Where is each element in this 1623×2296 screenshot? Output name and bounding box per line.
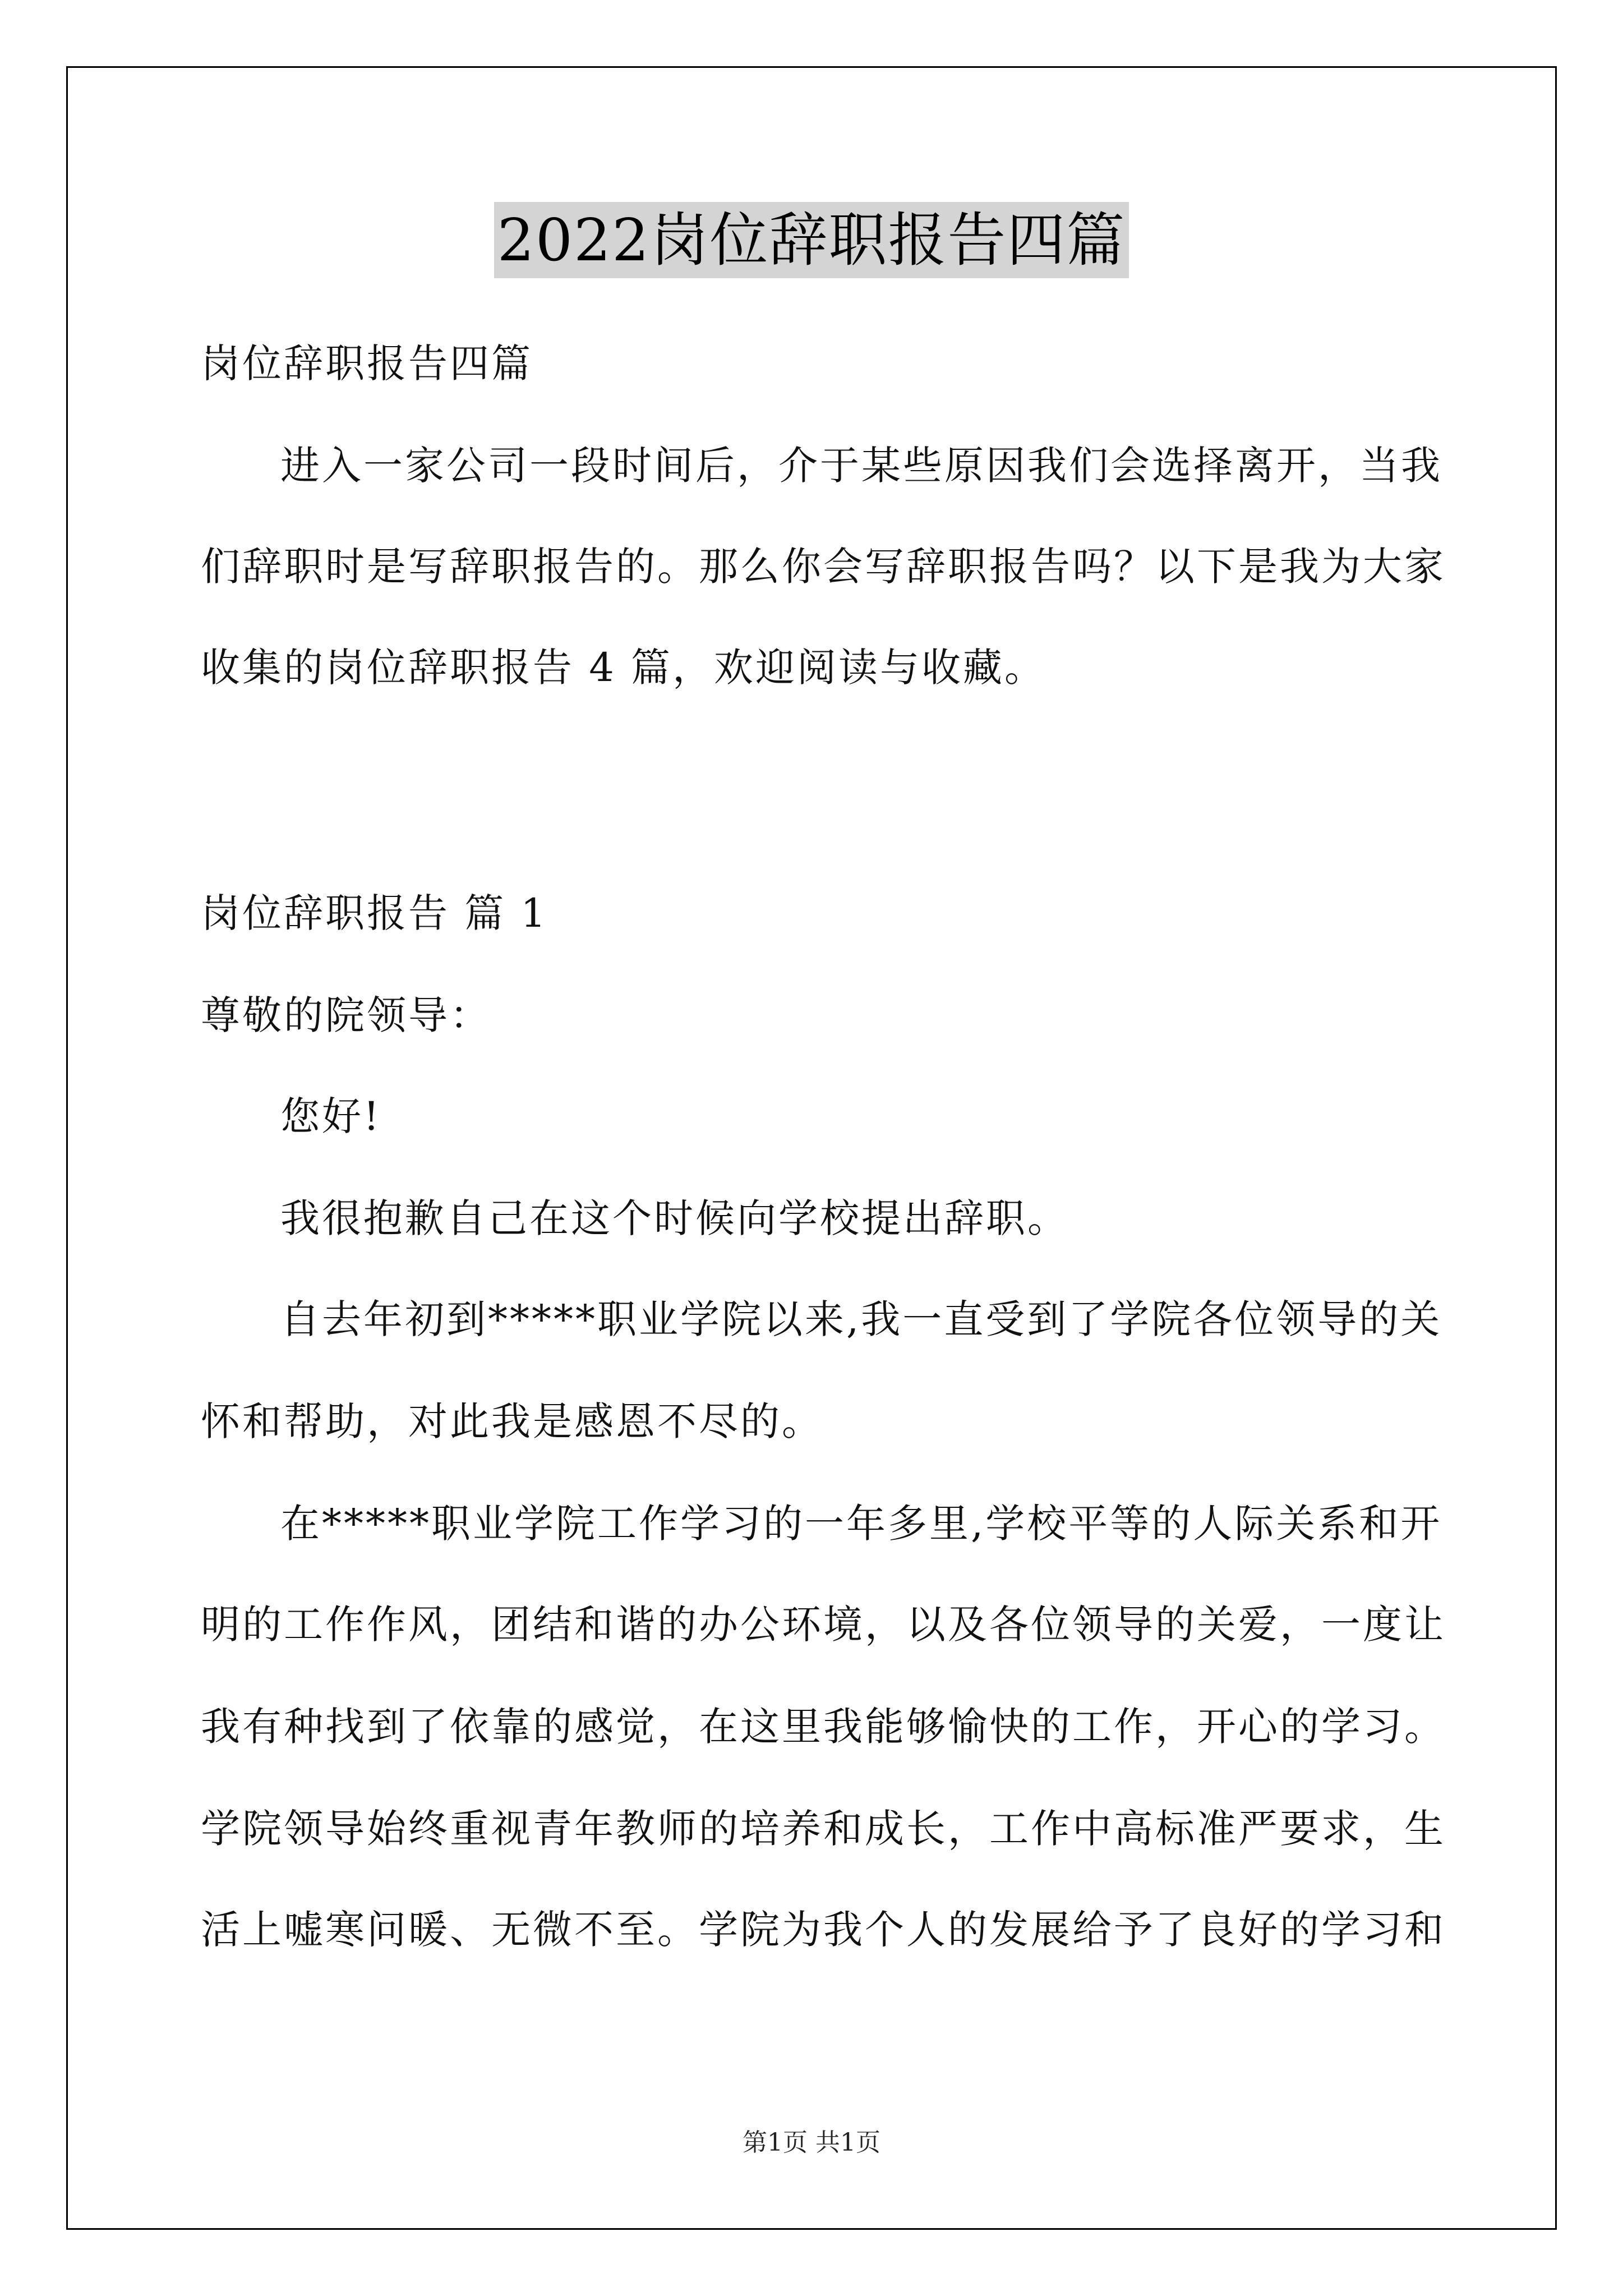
body-line-4: 在*****职业学院工作学习的一年多里,学校平等的人际关系和开 <box>280 1501 1442 1547</box>
title-block <box>0 202 1623 278</box>
intro-line-1: 进入一家公司一段时间后，介于某些原因我们会选择离开，当我 <box>280 443 1442 489</box>
salutation: 尊敬的院领导： <box>201 992 491 1038</box>
body-line-3: 怀和帮助，对此我是感恩不尽的。 <box>201 1398 823 1444</box>
greeting: 您好! <box>280 1093 382 1139</box>
body-line-1: 我很抱歉自己在这个时候向学校提出辞职。 <box>280 1195 1069 1241</box>
body-line-7: 学院领导始终重视青年教师的培养和成长，工作中高标准严要求，生 <box>201 1806 1446 1852</box>
page-footer: 第1页 共1页 <box>743 2128 880 2157</box>
body-line-8: 活上嘘寒问暖、无微不至。学院为我个人的发展给予了良好的学习和 <box>201 1907 1446 1953</box>
body-line-6: 我有种找到了依靠的感觉，在这里我能够愉快的工作，开心的学习。 <box>201 1704 1446 1750</box>
body-line-2: 自去年初到*****职业学院以来,我一直受到了学院各位领导的关 <box>280 1296 1442 1342</box>
document-title: 2022岗位辞职报告四篇 <box>494 202 1129 278</box>
body-line-5: 明的工作作风，团结和谐的办公环境，以及各位领导的关爱，一度让 <box>201 1602 1446 1648</box>
intro-line-3: 收集的岗位辞职报告 4 篇，欢迎阅读与收藏。 <box>201 645 1046 691</box>
document-subtitle: 岗位辞职报告四篇 <box>201 341 533 386</box>
intro-line-2: 们辞职时是写辞职报告的。那么你会写辞职报告吗？以下是我为大家 <box>201 544 1446 590</box>
section-heading: 岗位辞职报告 篇 1 <box>201 890 548 936</box>
